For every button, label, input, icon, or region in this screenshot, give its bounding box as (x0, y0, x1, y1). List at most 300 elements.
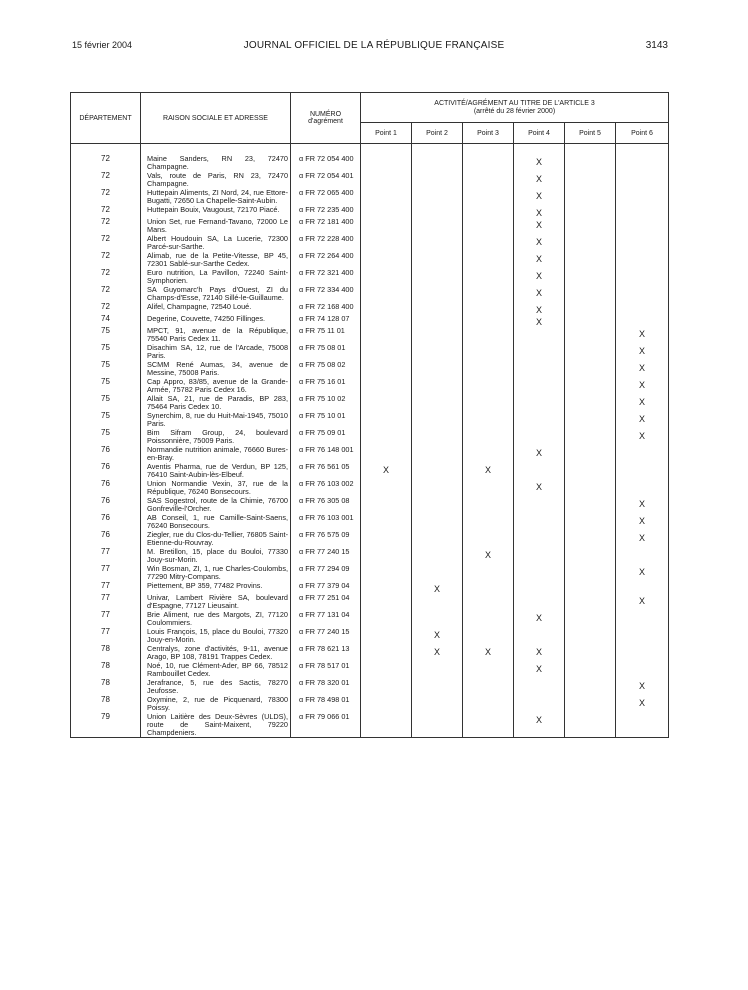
point-3-cell (463, 154, 514, 171)
col-header-activite (361, 93, 669, 123)
numero-agrement-cell: α FR 76 305 08 (291, 496, 361, 513)
table-row (71, 712, 669, 738)
point-1-cell (361, 581, 412, 593)
point-2-cell (412, 217, 463, 234)
raison-sociale-cell: Win Bosman, ZI, 1, rue Charles-Coulombs, 77290 Mitry-Compans. (141, 564, 291, 581)
point-4-mark: X (514, 285, 565, 302)
point-1-cell (361, 205, 412, 217)
point-1-cell (361, 678, 412, 695)
point-5-cell (565, 343, 616, 360)
departement-cell: 78 (71, 695, 141, 712)
departement-cell: 77 (71, 581, 141, 593)
point-4-mark: X (514, 188, 565, 205)
raison-sociale-cell: Ziegler, rue du Clos-du-Tellier, 76805 Saint-Etienne-du-Rouvray. (141, 530, 291, 547)
point-3-cell (463, 411, 514, 428)
numero-agrement-cell: α FR 77 131 04 (291, 610, 361, 627)
departement-cell: 75 (71, 377, 141, 394)
point-3-cell (463, 610, 514, 627)
point-2-cell (412, 343, 463, 360)
point-3-mark: X (463, 462, 514, 479)
table-row (71, 188, 669, 205)
point-1-cell (361, 154, 412, 171)
table-row (71, 326, 669, 343)
point-4-cell (514, 326, 565, 343)
point-1-cell (361, 496, 412, 513)
point-1-cell (361, 712, 412, 738)
point-1-cell (361, 360, 412, 377)
point-4-mark: X (514, 154, 565, 171)
point-5-cell (565, 411, 616, 428)
point-3-cell (463, 564, 514, 581)
raison-sociale-cell: SA Guyomarc'h Pays d'Ouest, ZI du Champs-d'Esse, 72140 Sillé-le-Guillaume. (141, 285, 291, 302)
point-3-cell (463, 394, 514, 411)
point-6-cell (616, 462, 669, 479)
table-row (71, 285, 669, 302)
point-3-cell (463, 314, 514, 326)
point-3-cell (463, 302, 514, 314)
point-6-mark: X (616, 593, 669, 610)
col-header-point-5: Point 5 (565, 123, 616, 144)
point-1-cell (361, 593, 412, 610)
point-2-cell (412, 285, 463, 302)
numero-agrement-cell: α FR 78 517 01 (291, 661, 361, 678)
point-5-cell (565, 394, 616, 411)
point-3-cell (463, 326, 514, 343)
table-row (71, 695, 669, 712)
numero-agrement-cell: α FR 76 103 001 (291, 513, 361, 530)
point-4-mark: X (514, 217, 565, 234)
raison-sociale-cell: Aventis Pharma, rue de Verdun, BP 125, 76410 Saint-Aubin-lès-Elbeuf. (141, 462, 291, 479)
point-5-cell (565, 627, 616, 644)
point-6-cell (616, 712, 669, 738)
raison-sociale-cell: Bim Sifram Group, 24, boulevard Poissonnière, 75009 Paris. (141, 428, 291, 445)
point-3-cell (463, 377, 514, 394)
numero-agrement-cell: α FR 76 148 001 (291, 445, 361, 462)
point-1-cell (361, 394, 412, 411)
numero-agrement-cell: α FR 77 251 04 (291, 593, 361, 610)
point-6-mark: X (616, 530, 669, 547)
point-5-cell (565, 564, 616, 581)
table-row (71, 530, 669, 547)
point-4-cell (514, 627, 565, 644)
raison-sociale-cell: Alifel, Champagne, 72540 Loué. (141, 302, 291, 314)
point-1-mark: X (361, 462, 412, 479)
point-5-cell (565, 268, 616, 285)
departement-cell: 76 (71, 445, 141, 462)
table-row (71, 205, 669, 217)
point-2-cell (412, 547, 463, 564)
raison-sociale-cell: Centralys, zone d'activités, 9-11, avenue Arago, BP 108, 78191 Trappes Cedex. (141, 644, 291, 661)
departement-cell: 78 (71, 678, 141, 695)
numero-agrement-cell: α FR 72 168 400 (291, 302, 361, 314)
point-3-cell (463, 661, 514, 678)
point-1-cell (361, 661, 412, 678)
numero-agrement-cell: α FR 72 181 400 (291, 217, 361, 234)
point-6-mark: X (616, 394, 669, 411)
point-2-cell (412, 234, 463, 251)
table-row (71, 644, 669, 661)
point-6-mark: X (616, 496, 669, 513)
header-date: 15 février 2004 (72, 40, 133, 50)
col-header-departement: DÉPARTEMENT (71, 93, 141, 144)
point-2-cell (412, 394, 463, 411)
numero-agrement-cell: α FR 77 379 04 (291, 581, 361, 593)
point-4-mark: X (514, 251, 565, 268)
numero-agrement-cell: α FR 75 16 01 (291, 377, 361, 394)
raison-sociale-cell: Jerafrance, 5, rue des Sactis, 78270 Jeufosse. (141, 678, 291, 695)
point-6-mark: X (616, 428, 669, 445)
departement-cell: 75 (71, 326, 141, 343)
point-5-cell (565, 610, 616, 627)
table-row (71, 394, 669, 411)
point-1-cell (361, 428, 412, 445)
point-1-cell (361, 188, 412, 205)
table-row (71, 581, 669, 593)
point-3-cell (463, 678, 514, 695)
point-6-cell (616, 217, 669, 234)
point-2-mark: X (412, 644, 463, 661)
point-5-cell (565, 360, 616, 377)
point-3-cell (463, 205, 514, 217)
point-1-cell (361, 302, 412, 314)
raison-sociale-cell: Union Normandie Vexin, 37, rue de la République, 76240 Bonsecours. (141, 479, 291, 496)
raison-sociale-cell: SCMM René Aumas, 34, avenue de Messine, 75008 Paris. (141, 360, 291, 377)
departement-cell: 74 (71, 314, 141, 326)
point-1-cell (361, 644, 412, 661)
point-6-cell (616, 314, 669, 326)
point-2-cell (412, 205, 463, 217)
point-2-cell (412, 302, 463, 314)
point-6-mark: X (616, 377, 669, 394)
point-5-cell (565, 377, 616, 394)
numero-agrement-cell: α FR 76 561 05 (291, 462, 361, 479)
raison-sociale-cell: SAS Sogestrol, route de la Chimie, 76700 Gonfreville-l'Orcher. (141, 496, 291, 513)
numero-agrement-cell: α FR 76 575 09 (291, 530, 361, 547)
raison-sociale-cell: Allait SA, 21, rue de Paradis, BP 283, 75464 Paris Cedex 10. (141, 394, 291, 411)
raison-sociale-cell: Maine Sanders, RN 23, 72470 Champagne. (141, 154, 291, 171)
point-6-cell (616, 154, 669, 171)
point-6-cell (616, 205, 669, 217)
point-5-cell (565, 171, 616, 188)
departement-cell: 72 (71, 302, 141, 314)
raison-sociale-cell: Euro nutrition, La Pavillon, 72240 Saint-Symphorien. (141, 268, 291, 285)
numero-agrement-cell: α FR 78 621 13 (291, 644, 361, 661)
point-4-cell (514, 462, 565, 479)
point-3-cell (463, 712, 514, 738)
point-5-cell (565, 678, 616, 695)
point-6-cell (616, 188, 669, 205)
point-1-cell (361, 547, 412, 564)
table-row (71, 314, 669, 326)
numero-agrement-cell: α FR 77 294 09 (291, 564, 361, 581)
col-header-point-6: Point 6 (616, 123, 669, 144)
raison-sociale-cell: Univar, Lambert Rivière SA, boulevard d'Espagne, 77127 Lieusaint. (141, 593, 291, 610)
raison-sociale-cell: MPCT, 91, avenue de la République, 75540 Paris Cedex 11. (141, 326, 291, 343)
raison-sociale-cell: Louis François, 15, place du Bouloi, 77320 Jouy-en-Morin. (141, 627, 291, 644)
point-4-mark: X (514, 610, 565, 627)
point-6-cell (616, 479, 669, 496)
raison-sociale-cell: Vals, route de Paris, RN 23, 72470 Champagne. (141, 171, 291, 188)
point-4-mark: X (514, 644, 565, 661)
point-3-cell (463, 496, 514, 513)
point-6-cell (616, 627, 669, 644)
point-2-cell (412, 445, 463, 462)
point-6-mark: X (616, 411, 669, 428)
point-1-cell (361, 343, 412, 360)
point-5-cell (565, 205, 616, 217)
table-row (71, 377, 669, 394)
point-3-cell (463, 627, 514, 644)
numero-agrement-cell: α FR 78 320 01 (291, 678, 361, 695)
raison-sociale-cell: Degerine, Couvette, 74250 Fillinges. (141, 314, 291, 326)
point-1-cell (361, 171, 412, 188)
point-3-cell (463, 530, 514, 547)
point-4-cell (514, 564, 565, 581)
point-2-cell (412, 188, 463, 205)
numero-agrement-cell: α FR 74 128 07 (291, 314, 361, 326)
table-body (71, 144, 669, 738)
table-row (71, 593, 669, 610)
point-5-cell (565, 530, 616, 547)
point-4-cell (514, 547, 565, 564)
col-header-point-4: Point 4 (514, 123, 565, 144)
departement-cell: 75 (71, 360, 141, 377)
table-row (71, 678, 669, 695)
numero-agrement-cell: α FR 75 08 01 (291, 343, 361, 360)
raison-sociale-cell: Normandie nutrition animale, 76660 Bures-en-Bray. (141, 445, 291, 462)
point-1-cell (361, 411, 412, 428)
point-2-cell (412, 171, 463, 188)
raison-sociale-cell: Cap Appro, 83/85, avenue de la Grande-Armée, 75782 Paris Cedex 16. (141, 377, 291, 394)
departement-cell: 77 (71, 547, 141, 564)
col-header-raison-sociale: RAISON SOCIALE ET ADRESSE (141, 93, 291, 144)
point-3-cell (463, 445, 514, 462)
point-3-cell (463, 695, 514, 712)
point-2-cell (412, 377, 463, 394)
point-5-cell (565, 445, 616, 462)
raison-sociale-cell: AB Conseil, 1, rue Camille-Saint-Saens, 76240 Bonsecours. (141, 513, 291, 530)
point-5-cell (565, 593, 616, 610)
point-1-cell (361, 627, 412, 644)
point-4-mark: X (514, 479, 565, 496)
point-5-cell (565, 479, 616, 496)
numero-agrement-cell: α FR 77 240 15 (291, 547, 361, 564)
raison-sociale-cell: Synerchim, 8, rue du Huit-Mai-1945, 75010 Paris. (141, 411, 291, 428)
point-4-cell (514, 513, 565, 530)
point-2-mark: X (412, 581, 463, 593)
point-3-mark: X (463, 644, 514, 661)
point-2-cell (412, 479, 463, 496)
departement-cell: 72 (71, 205, 141, 217)
table-row (71, 610, 669, 627)
journal-title: JOURNAL OFFICIEL DE LA RÉPUBLIQUE FRANÇAISE (243, 40, 505, 51)
point-6-cell (616, 171, 669, 188)
point-2-cell (412, 251, 463, 268)
table-row (71, 547, 669, 564)
point-3-cell (463, 268, 514, 285)
departement-cell: 77 (71, 593, 141, 610)
point-2-cell (412, 428, 463, 445)
numero-agrement-cell: α FR 72 235 400 (291, 205, 361, 217)
point-2-cell (412, 411, 463, 428)
point-1-cell (361, 695, 412, 712)
departement-cell: 76 (71, 462, 141, 479)
point-6-cell (616, 610, 669, 627)
numero-agrement-cell: α FR 75 09 01 (291, 428, 361, 445)
point-3-cell (463, 581, 514, 593)
point-5-cell (565, 285, 616, 302)
table-row (71, 171, 669, 188)
point-2-cell (412, 326, 463, 343)
departement-cell: 77 (71, 564, 141, 581)
point-2-cell (412, 712, 463, 738)
col-header-numero (291, 93, 361, 144)
agrement-table (70, 92, 669, 738)
table-header (71, 93, 669, 144)
point-4-mark: X (514, 268, 565, 285)
table-row (71, 564, 669, 581)
point-4-mark: X (514, 205, 565, 217)
numero-agrement-cell: α FR 75 10 01 (291, 411, 361, 428)
departement-cell: 76 (71, 513, 141, 530)
point-2-cell (412, 530, 463, 547)
table-row (71, 268, 669, 285)
raison-sociale-cell: Alimab, rue de la Petite-Vitesse, BP 45, 72301 Sablé-sur-Sarthe Cedex. (141, 251, 291, 268)
numero-agrement-cell: α FR 72 228 400 (291, 234, 361, 251)
departement-cell: 75 (71, 394, 141, 411)
point-6-cell (616, 581, 669, 593)
point-4-mark: X (514, 171, 565, 188)
point-3-cell (463, 343, 514, 360)
departement-cell: 78 (71, 661, 141, 678)
departement-cell: 72 (71, 251, 141, 268)
raison-sociale-cell: Albert Houdouin SA, La Lucerie, 72300 Parcé-sur-Sarthe. (141, 234, 291, 251)
table-row (71, 343, 669, 360)
point-1-cell (361, 513, 412, 530)
point-5-cell (565, 513, 616, 530)
table-row (71, 360, 669, 377)
raison-sociale-cell: Union Set, rue Fernand-Tavano, 72000 Le Mans. (141, 217, 291, 234)
point-5-cell (565, 188, 616, 205)
point-6-mark: X (616, 326, 669, 343)
col-header-activite-line1: ACTIVITÉ/AGRÉMENT AU TITRE DE L'ARTICLE 3 (434, 99, 595, 107)
point-3-cell (463, 593, 514, 610)
point-2-cell (412, 314, 463, 326)
point-1-cell (361, 285, 412, 302)
table-row (71, 217, 669, 234)
point-3-cell (463, 251, 514, 268)
page-number: 3143 (645, 40, 668, 51)
point-2-cell (412, 513, 463, 530)
table-row (71, 302, 669, 314)
point-2-cell (412, 695, 463, 712)
point-6-mark: X (616, 678, 669, 695)
col-header-numero-line1: NUMÉRO (309, 111, 342, 118)
point-2-cell (412, 154, 463, 171)
point-1-cell (361, 445, 412, 462)
point-4-cell (514, 496, 565, 513)
point-2-mark: X (412, 627, 463, 644)
table-row (71, 513, 669, 530)
point-4-cell (514, 678, 565, 695)
point-1-cell (361, 530, 412, 547)
point-5-cell (565, 644, 616, 661)
departement-cell: 79 (71, 712, 141, 738)
numero-agrement-cell: α FR 75 08 02 (291, 360, 361, 377)
departement-cell: 72 (71, 234, 141, 251)
raison-sociale-cell: Huttepain Aliments, ZI Nord, 24, rue Ettore-Bugatti, 72650 La Chapelle-Saint-Aubin. (141, 188, 291, 205)
point-1-cell (361, 217, 412, 234)
point-5-cell (565, 712, 616, 738)
point-2-cell (412, 564, 463, 581)
point-3-cell (463, 217, 514, 234)
col-header-numero-line2: d'agrément (308, 118, 343, 125)
col-header-point-3: Point 3 (463, 123, 514, 144)
point-5-cell (565, 302, 616, 314)
point-3-cell (463, 479, 514, 496)
table-row (71, 411, 669, 428)
raison-sociale-cell: M. Bretillon, 15, place du Bouloi, 77330 Jouy-sur-Morin. (141, 547, 291, 564)
point-2-cell (412, 462, 463, 479)
point-1-cell (361, 234, 412, 251)
point-4-cell (514, 530, 565, 547)
numero-agrement-cell: α FR 78 498 01 (291, 695, 361, 712)
col-header-point-2: Point 2 (412, 123, 463, 144)
raison-sociale-cell: Oxymine, 2, rue de Picquenard, 78300 Poissy. (141, 695, 291, 712)
table-row (71, 661, 669, 678)
point-1-cell (361, 268, 412, 285)
point-6-mark: X (616, 360, 669, 377)
point-4-cell (514, 593, 565, 610)
point-1-cell (361, 326, 412, 343)
raison-sociale-cell: Disachim SA, 12, rue de l'Arcade, 75008 Paris. (141, 343, 291, 360)
point-6-mark: X (616, 513, 669, 530)
point-4-mark: X (514, 661, 565, 678)
departement-cell: 72 (71, 217, 141, 234)
numero-agrement-cell: α FR 72 054 400 (291, 154, 361, 171)
point-5-cell (565, 695, 616, 712)
point-5-cell (565, 462, 616, 479)
departement-cell: 72 (71, 154, 141, 171)
point-5-cell (565, 581, 616, 593)
departement-cell: 77 (71, 610, 141, 627)
point-1-cell (361, 314, 412, 326)
point-3-cell (463, 171, 514, 188)
point-6-cell (616, 302, 669, 314)
point-2-cell (412, 496, 463, 513)
departement-cell: 76 (71, 496, 141, 513)
departement-cell: 78 (71, 644, 141, 661)
point-1-cell (361, 479, 412, 496)
raison-sociale-cell: Noé, 10, rue Clément-Ader, BP 66, 78512 Rambouillet Cedex. (141, 661, 291, 678)
departement-cell: 76 (71, 530, 141, 547)
point-6-cell (616, 268, 669, 285)
point-3-cell (463, 513, 514, 530)
point-1-cell (361, 377, 412, 394)
point-4-cell (514, 394, 565, 411)
point-2-cell (412, 610, 463, 627)
point-6-cell (616, 644, 669, 661)
point-5-cell (565, 326, 616, 343)
point-5-cell (565, 496, 616, 513)
departement-cell: 75 (71, 428, 141, 445)
point-5-cell (565, 234, 616, 251)
point-3-cell (463, 428, 514, 445)
point-6-cell (616, 285, 669, 302)
point-4-cell (514, 428, 565, 445)
raison-sociale-cell: Huttepain Bouix, Vaugoust, 72170 Piacé. (141, 205, 291, 217)
table-row (71, 445, 669, 462)
